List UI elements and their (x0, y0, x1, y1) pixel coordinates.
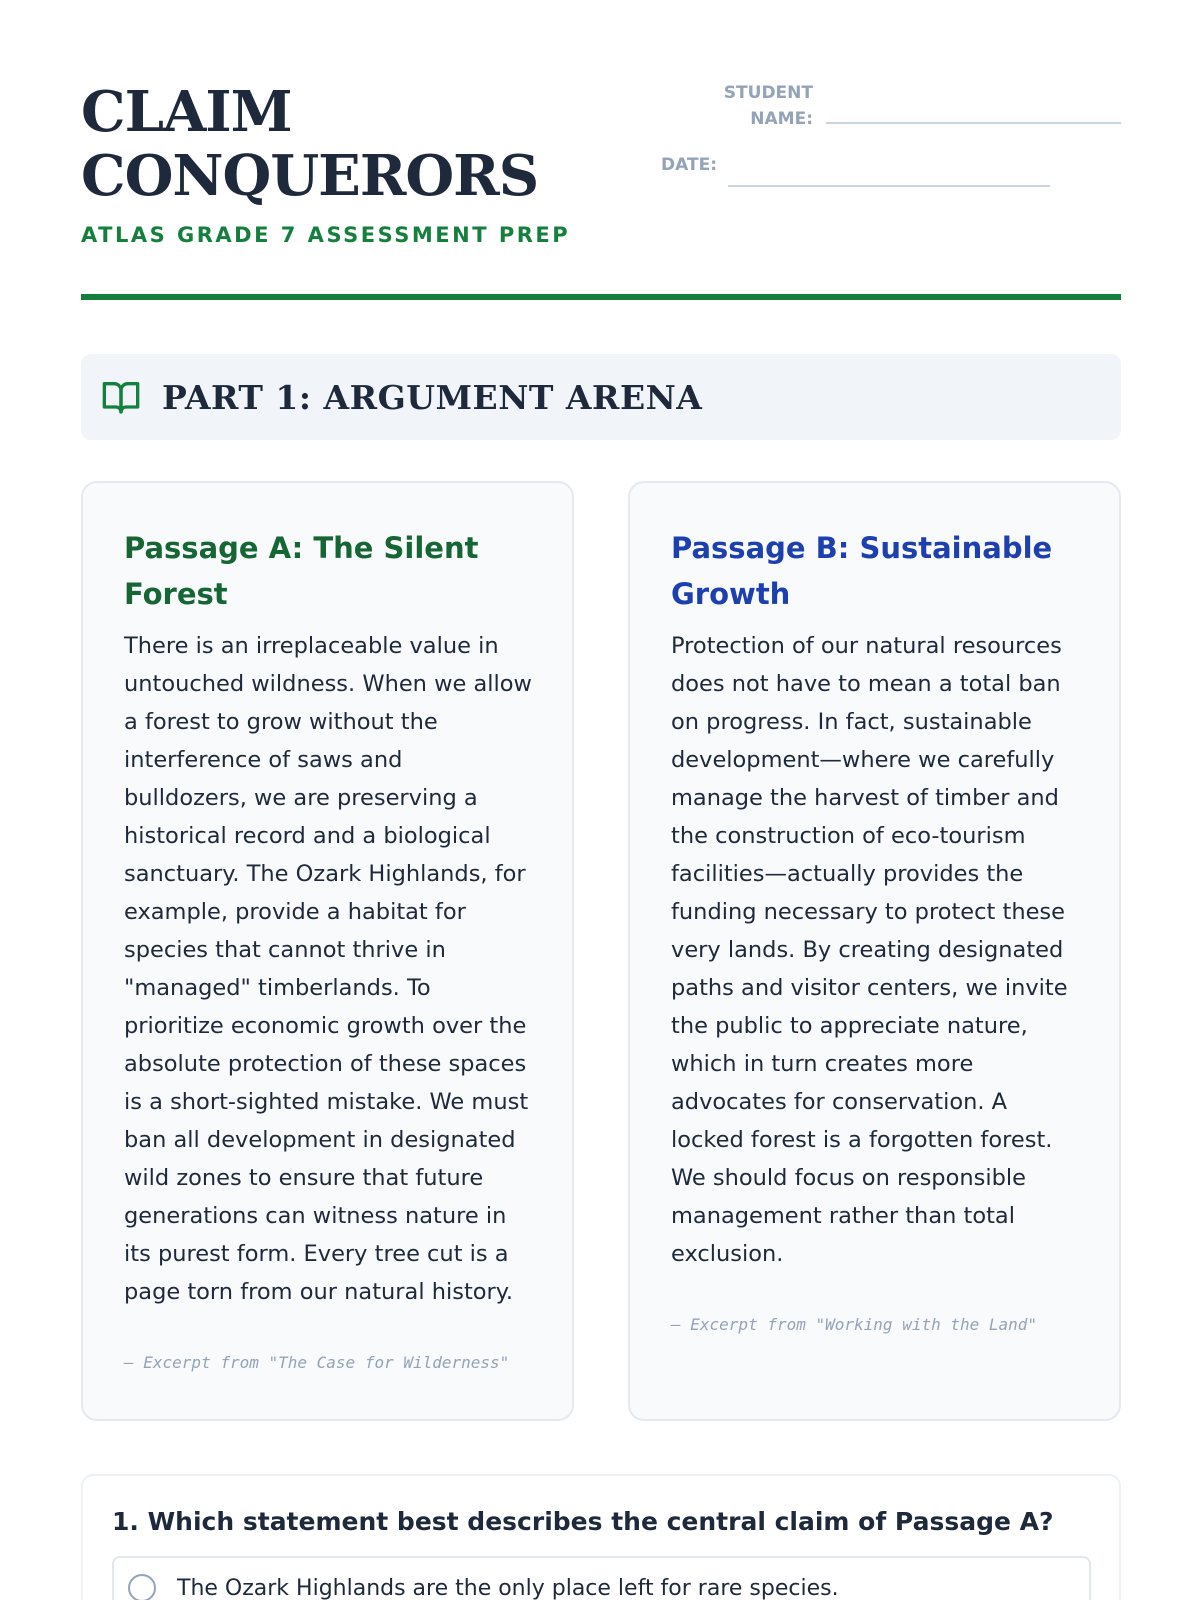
date-label: DATE: (661, 155, 717, 175)
date-field[interactable] (728, 185, 1050, 187)
answer-option[interactable] (112, 1556, 1091, 1600)
passage-a-card (81, 481, 574, 1421)
worksheet-header (81, 80, 1121, 300)
passage-b-body: Protection of our natural resources does not have to mean a total ban on progress. In fact, sustainable development—where we carefully manage the harvest of timber and the construction of eco-tourism facilities—actually provides the funding necessary to protect these very lands. By creating designated paths and visitor centers, we invite the public to appreciate nature, which in turn creates more advocates for conservation. A locked forest is a forgotten forest. We should focus on responsible management rather than total exclusion. (671, 633, 1068, 1267)
passage-b-card (628, 481, 1121, 1421)
question-text: 1. Which statement best describes the central claim of Passage A? (112, 1507, 1054, 1536)
answer-option-text: The Ozark Highlands are the only place left for rare species. (177, 1575, 839, 1600)
radio-button[interactable] (128, 1574, 156, 1600)
student-name-label: STUDENT NAME: (723, 83, 813, 129)
worksheet-subtitle: ATLAS GRADE 7 ASSESSMENT PREP (81, 223, 571, 247)
header-divider (81, 294, 1121, 300)
question-card (81, 1474, 1121, 1600)
passage-a-title: Passage A: The Silent Forest (124, 531, 479, 611)
student-name-field[interactable] (826, 122, 1121, 124)
part-banner (81, 354, 1121, 440)
part-title: PART 1: ARGUMENT ARENA (162, 377, 703, 417)
passage-a-body: There is an irreplaceable value in untouched wildness. When we allow a forest to grow without the interference of saws and bulldozers, we are preserving a historical record and a biological sanctuary. The Ozark Highlands, for example, provide a habitat for species that cannot thrive in "managed" timberlands. To prioritize economic growth over the absolute protection of these spaces is a short-sighted mistake. We must ban all development in designated wild zones to ensure that future generations can witness nature in its purest form. Every tree cut is a page torn from our natural history. (124, 633, 532, 1305)
open-book-icon (101, 377, 141, 417)
passage-a-source: — Excerpt from "The Case for Wilderness" (124, 1353, 510, 1372)
passage-b-title: Passage B: Sustainable Growth (671, 531, 1053, 611)
worksheet-title: CLAIM CONQUERORS (81, 79, 539, 209)
passage-b-source: — Excerpt from "Working with the Land" (671, 1315, 1038, 1334)
